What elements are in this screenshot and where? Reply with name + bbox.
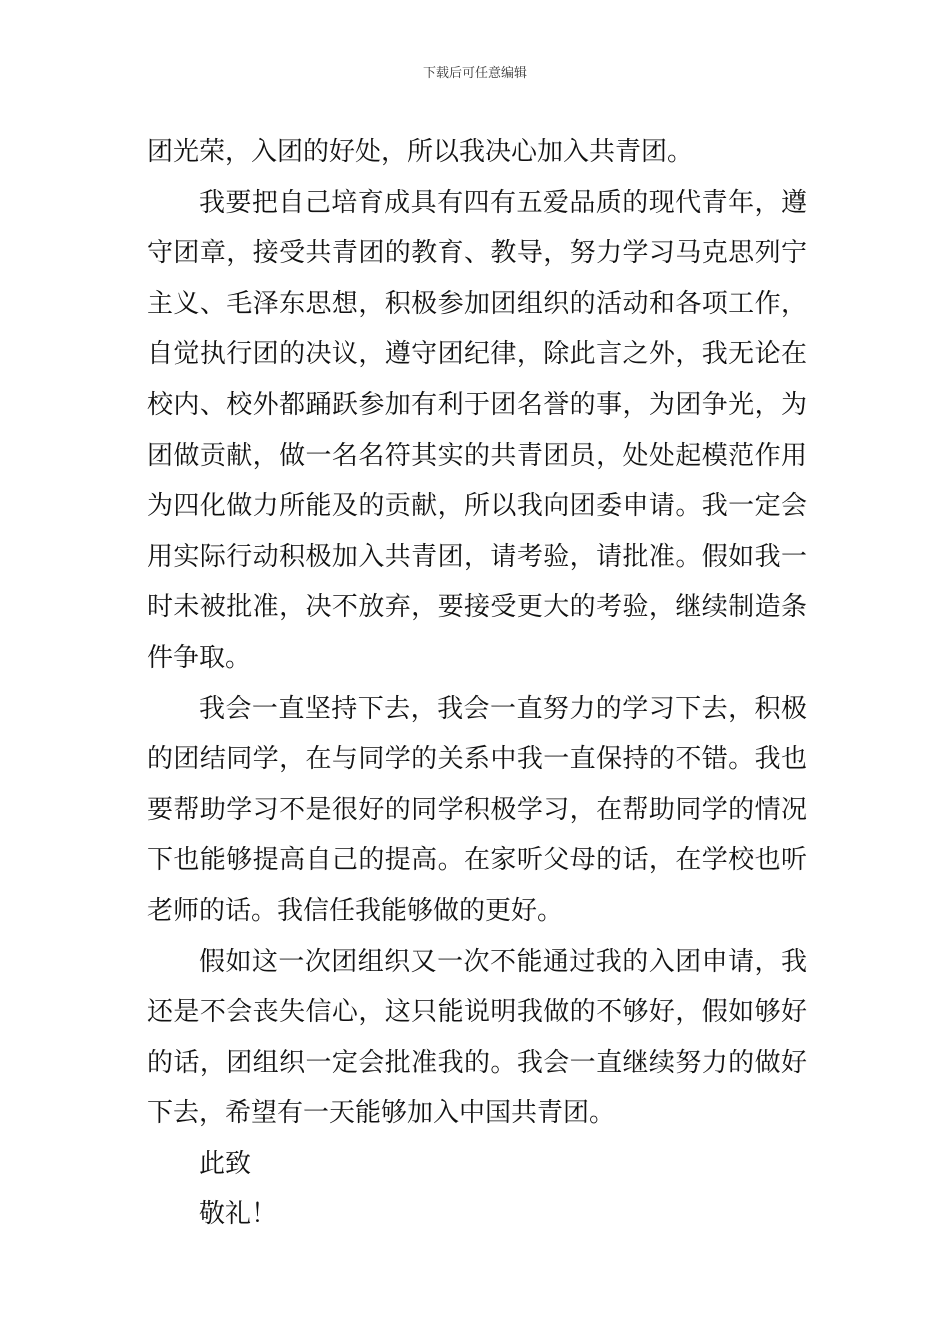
page-header-note: 下载后可任意编辑	[422, 66, 527, 81]
closing-salutation: 此致	[199, 1148, 252, 1179]
paragraph-continuation: 团光荣，入团的好处，所以我决心加入共青团。	[147, 137, 694, 167]
document-body	[147, 127, 807, 1240]
paragraph-resolve: 假如这一次团组织又一次不能通过我的入团申请，我还是不会丧失信心，这只能说明我做的不够好，假如够好的话，团组织一定会批准我的。我会一直继续努力的做好下去，希望有一天能够加入中国共青团。	[147, 946, 807, 1129]
paragraph-persistence: 我会一直坚持下去，我会一直努力的学习下去，积极的团结同学，在与同学的关系中我一直保持的不错。我也要帮助学习不是很好的同学积极学习，在帮助同学的情况下也能够提高自己的提高。在家听父母的话，在学校也听老师的话。我信任我能够做的更好。	[147, 693, 807, 926]
paragraph-pledge: 我要把自己培育成具有四有五爱品质的现代青年，遵守团章，接受共青团的教育、教导，努力学习马克思列宁主义、毛泽东思想，积极参加团组织的活动和各项工作，自觉执行团的决议，遵守团纪律，除此言之外，我无论在校内、校外都踊跃参加有利于团名誉的事，为团争光，为团做贡献，做一名名符其实的共青团员，处处起模范作用为四化做力所能及的贡献，所以我向团委申请。我一定会用实际行动积极加入共青团，请考验，请批准。假如我一时未被批准，决不放弃，要接受更大的考验，继续制造条件争取。	[147, 187, 807, 673]
closing-regards: 敬礼！	[199, 1199, 278, 1230]
